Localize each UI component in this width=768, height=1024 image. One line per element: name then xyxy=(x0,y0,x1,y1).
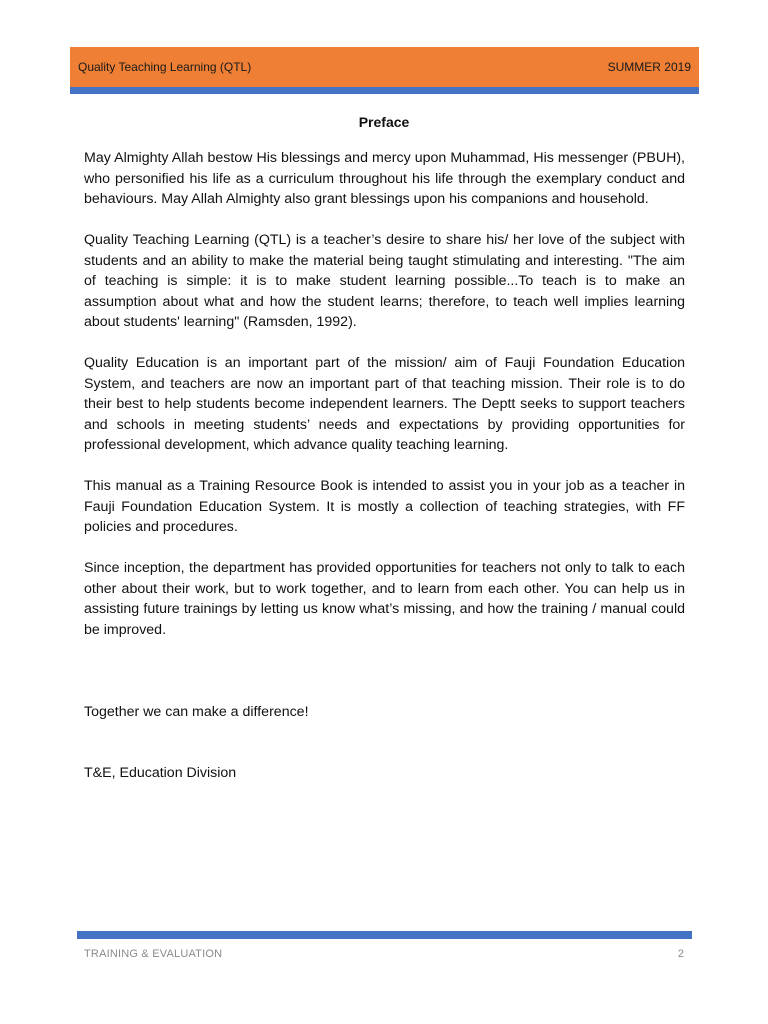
page-title: Preface xyxy=(358,114,410,130)
header-document-title: Quality Teaching Learning (QTL) xyxy=(78,60,252,74)
footer-rule xyxy=(77,931,692,939)
preface-body xyxy=(84,148,685,661)
header-rule xyxy=(70,87,699,94)
paragraph-feedback: Since inception, the department has provided opportunities for teachers not only to talk to each other about their work, but to work together, and to learn from each other. You can help us in assisting future trainings by letting us know what’s missing, and how the training / manual could be improved. xyxy=(84,560,685,638)
signature: T&E, Education Division xyxy=(84,765,237,781)
footer-department: TRAINING & EVALUATION xyxy=(84,948,223,960)
page-number: 2 xyxy=(677,948,684,960)
paragraph-qtl-definition: Quality Teaching Learning (QTL) is a teacher’s desire to share his/ her love of the subject with students and an ability to make the material being taught stimulating and interesting. "The aim of teaching is simple: it is to make student learning possible...To teach is to make an assumption about what and how the student learns; therefore, to teach well implies learning about students' learning" (Ramsden, 1992). xyxy=(84,232,685,330)
closing-line: Together we can make a difference! xyxy=(84,704,309,720)
paragraph-manual-purpose: This manual as a Training Resource Book is intended to assist you in your job as a teacher in Fauji Foundation Education System. It is mostly a collection of teaching strategies, with FF policies and procedures. xyxy=(84,478,685,535)
paragraph-quality-education: Quality Education is an important part of the mission/ aim of Fauji Foundation Education System, and teachers are now an important part of that teaching mission. Their role is to do their best to help students become independent learners. The Deptt seeks to support teachers and schools in meeting students’ needs and expectations by providing opportunities for professional development, which advance quality teaching learning. xyxy=(84,355,685,453)
paragraph-blessings: May Almighty Allah bestow His blessings and mercy upon Muhammad, His messenger (PBUH), who personified his life as a curriculum throughout his life through the exemplary conduct and behaviours. May Allah Almighty also grant blessings upon his companions and household. xyxy=(84,150,685,207)
header-edition: SUMMER 2019 xyxy=(607,60,691,74)
